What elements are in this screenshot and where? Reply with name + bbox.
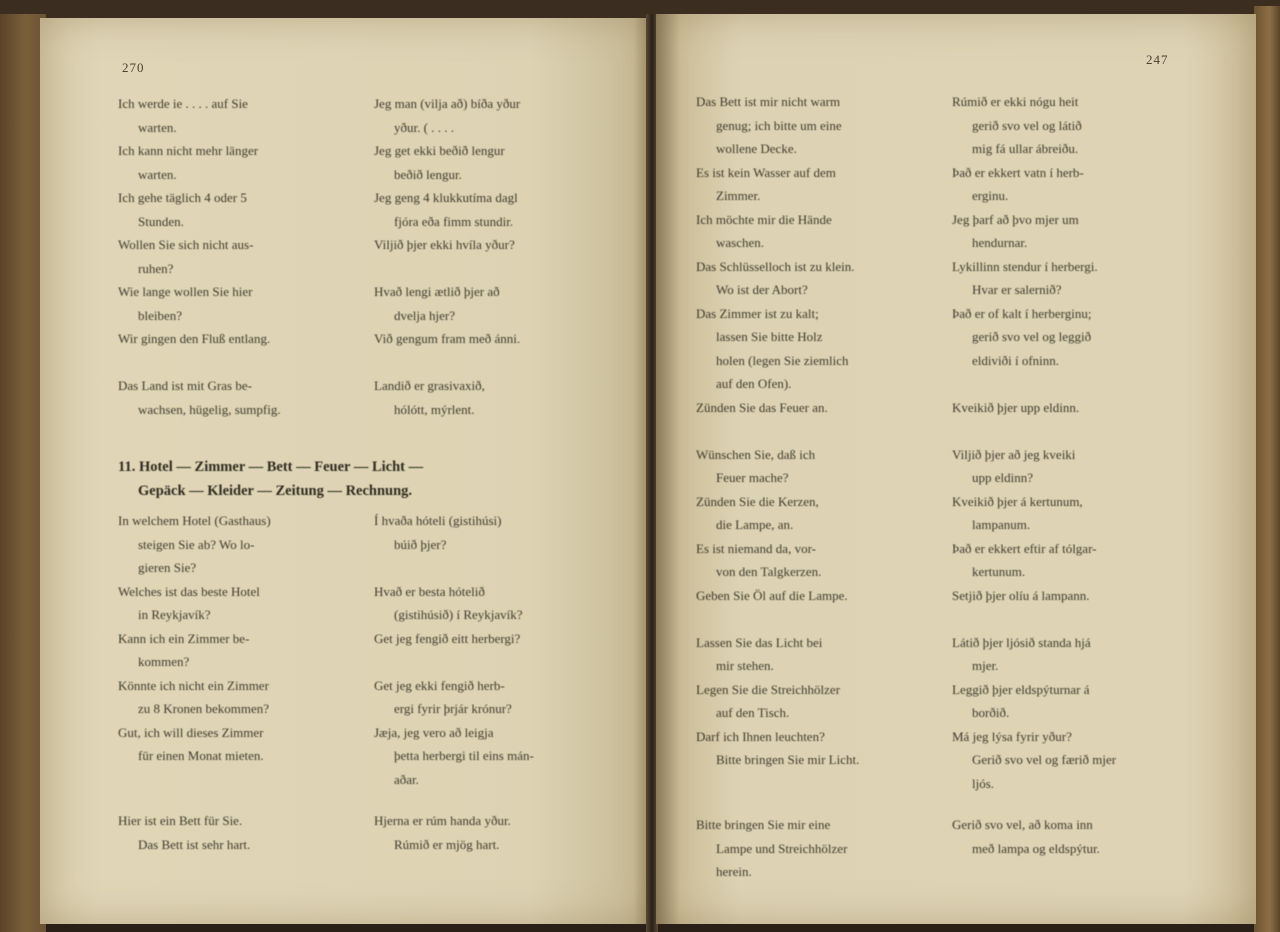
phrase-row xyxy=(118,627,618,674)
icelandic-phrase-line: Hvað er besta hótelið xyxy=(374,583,485,599)
book-cover-right-edge xyxy=(1254,6,1280,932)
phrase-row xyxy=(696,161,1196,208)
phrase-row xyxy=(696,490,1196,537)
icelandic-phrase-line: Viljið þjer að jeg kveiki xyxy=(952,446,1076,462)
german-phrase xyxy=(118,809,374,856)
icelandic-phrase xyxy=(952,90,1178,161)
phrase-row xyxy=(696,537,1196,584)
german-phrase xyxy=(118,721,374,792)
icelandic-phrase-line: Það er ekkert eftir af tólgar- xyxy=(952,540,1097,556)
icelandic-phrase-line: Jeg get ekki beðið lengur xyxy=(374,143,505,158)
german-phrase-line xyxy=(696,772,936,796)
german-phrase-line: Das Land ist mit Gras be- xyxy=(118,378,252,393)
german-phrase-line: waschen. xyxy=(716,235,765,250)
icelandic-phrase-line: Við gengum fram með ánni. xyxy=(374,331,521,346)
icelandic-phrase-line: (gistihúsið) í Reykjavík? xyxy=(394,607,523,622)
left-page xyxy=(40,18,652,924)
icelandic-phrase xyxy=(374,92,606,139)
paragraph-gap xyxy=(118,791,618,809)
icelandic-phrase-line xyxy=(374,556,606,580)
german-phrase-line: Bitte bringen Sie mir eine xyxy=(696,817,831,832)
icelandic-phrase-line: mig fá ullar ábreiðu. xyxy=(972,141,1079,156)
german-phrase-line: warten. xyxy=(138,119,177,135)
german-phrase-line: auf den Tisch. xyxy=(716,705,790,720)
icelandic-phrase xyxy=(374,374,606,421)
german-phrase-line: Das Bett ist sehr hart. xyxy=(138,836,251,852)
german-phrase-line: ruhen? xyxy=(138,260,174,276)
icelandic-phrase xyxy=(952,725,1178,796)
german-phrase-line: in Reykjavík? xyxy=(138,607,211,622)
german-phrase-line: steigen Sie ab? Wo lo- xyxy=(138,536,255,552)
icelandic-phrase-line: Hvar er salernið? xyxy=(972,282,1062,297)
german-phrase xyxy=(696,537,952,584)
german-phrase xyxy=(118,327,374,374)
icelandic-phrase xyxy=(374,280,606,327)
german-phrase-line: Wünschen Sie, daß ich xyxy=(696,446,816,462)
phrase-row xyxy=(696,255,1196,302)
german-phrase-line: Kann ich ein Zimmer be- xyxy=(118,630,250,646)
phrase-list-bottom xyxy=(118,509,618,856)
german-phrase xyxy=(118,580,374,627)
icelandic-phrase xyxy=(374,674,606,721)
german-phrase-line: Wie lange wollen Sie hier xyxy=(118,284,253,299)
icelandic-phrase xyxy=(952,208,1178,255)
phrase-row xyxy=(696,302,1196,396)
german-phrase-line: Ich kann nicht mehr länger xyxy=(118,143,259,158)
german-phrase-line: lassen Sie bitte Holz xyxy=(716,329,823,344)
german-phrase-line: gieren Sie? xyxy=(138,560,197,575)
phrase-row xyxy=(696,90,1196,161)
german-phrase-line: Geben Sie Öl auf die Lampe. xyxy=(696,587,848,603)
icelandic-phrase xyxy=(374,327,606,374)
german-phrase-line: Zünden Sie die Kerzen, xyxy=(696,493,819,509)
german-phrase xyxy=(118,92,374,139)
german-phrase-line: wollene Decke. xyxy=(716,141,797,156)
icelandic-phrase-line: beðið lengur. xyxy=(394,166,462,182)
icelandic-phrase xyxy=(374,721,606,792)
icelandic-phrase-line xyxy=(374,351,606,375)
icelandic-phrase-line: Jæja, jeg vero að leigja xyxy=(374,724,494,740)
icelandic-phrase-line: með lampa og eldspýtur. xyxy=(972,840,1100,856)
phrase-row xyxy=(696,631,1196,678)
german-phrase-line: Stunden. xyxy=(138,213,184,229)
german-phrase-line: zu 8 Kronen bekommen? xyxy=(138,701,270,716)
icelandic-phrase xyxy=(952,584,1178,631)
icelandic-phrase xyxy=(952,631,1178,678)
phrase-list-top xyxy=(118,92,618,421)
icelandic-phrase-line: Jeg man (vilja að) bíða yður xyxy=(374,96,521,111)
phrase-row xyxy=(696,678,1196,725)
icelandic-phrase-line xyxy=(952,372,1178,396)
german-phrase-line: Lampe und Streichhölzer xyxy=(716,840,848,856)
icelandic-phrase-line: Leggið þjer eldspýturnar á xyxy=(952,681,1090,697)
icelandic-phrase-line: Gerið svo vel, að koma inn xyxy=(952,817,1093,832)
german-phrase-line: Ich werde ie . . . . auf Sie xyxy=(118,96,248,111)
german-phrase-line: Gut, ich will dieses Zimmer xyxy=(118,724,264,740)
german-phrase-line: Das Zimmer ist zu kalt; xyxy=(696,305,819,321)
icelandic-phrase-line: Í hvaða hóteli (gistihúsi) xyxy=(374,513,502,528)
german-phrase-line: Zünden Sie das Feuer an. xyxy=(696,399,828,415)
german-phrase-line: Wollen Sie sich nicht aus- xyxy=(118,237,254,252)
icelandic-phrase xyxy=(374,139,606,186)
icelandic-phrase xyxy=(374,627,606,674)
german-phrase-line: die Lampe, an. xyxy=(716,517,794,532)
icelandic-phrase-line: Látið þjer ljósið standa hjá xyxy=(952,634,1091,650)
phrase-row xyxy=(118,233,618,280)
left-page-text xyxy=(118,92,618,856)
phrase-row xyxy=(118,721,618,792)
paragraph-gap xyxy=(696,795,1196,813)
phrase-row xyxy=(696,584,1196,631)
icelandic-phrase-line: Það er ekkert vatn í herb- xyxy=(952,164,1084,180)
german-phrase xyxy=(118,674,374,721)
icelandic-phrase-line: Það er of kalt í herberginu; xyxy=(952,305,1092,321)
german-phrase xyxy=(696,255,952,302)
german-phrase xyxy=(118,139,374,186)
german-phrase-line: wachsen, hügelig, sumpfig. xyxy=(138,401,281,417)
german-phrase-line: Ich möchte mir die Hände xyxy=(696,211,832,227)
icelandic-phrase-line xyxy=(952,607,1178,631)
german-phrase-line: Bitte bringen Sie mir Licht. xyxy=(716,752,860,767)
german-phrase-line: bleiben? xyxy=(138,307,183,323)
phrase-row xyxy=(118,139,618,186)
icelandic-phrase-line: Get jeg ekki fengið herb- xyxy=(374,677,505,693)
icelandic-phrase-line: gerið svo vel og látið xyxy=(972,117,1082,133)
icelandic-phrase-line: Jeg þarf að þvo mjer um xyxy=(952,211,1079,227)
german-phrase-line xyxy=(118,351,360,375)
icelandic-phrase xyxy=(374,233,606,280)
icelandic-phrase-line: ljós. xyxy=(972,775,995,791)
icelandic-phrase-line xyxy=(952,860,1178,884)
german-phrase xyxy=(696,302,952,396)
icelandic-phrase xyxy=(374,580,606,627)
icelandic-phrase-line: Rúmið er mjög hart. xyxy=(394,836,500,852)
german-phrase xyxy=(696,443,952,490)
german-phrase-line: Es ist kein Wasser auf dem xyxy=(696,164,836,180)
german-phrase-line: herein. xyxy=(716,864,752,879)
german-phrase xyxy=(696,725,952,796)
icelandic-phrase-line: Hjerna er rúm handa yður. xyxy=(374,813,511,828)
german-phrase xyxy=(696,161,952,208)
german-phrase-line: auf den Ofen). xyxy=(716,376,792,391)
german-phrase-line: Ich gehe täglich 4 oder 5 xyxy=(118,190,247,205)
german-phrase xyxy=(696,631,952,678)
german-phrase xyxy=(118,186,374,233)
phrase-row xyxy=(696,396,1196,443)
icelandic-phrase xyxy=(952,255,1178,302)
german-phrase-line: kommen? xyxy=(138,654,190,669)
icelandic-phrase-line: hendurnar. xyxy=(972,235,1028,250)
phrase-row xyxy=(118,580,618,627)
icelandic-phrase xyxy=(952,161,1178,208)
icelandic-phrase xyxy=(952,813,1178,884)
german-phrase-line xyxy=(696,607,936,631)
left-page-number: 270 xyxy=(122,60,145,75)
icelandic-phrase-line: Get jeg fengið eitt herbergi? xyxy=(374,630,521,646)
german-phrase-line: Es ist niemand da, vor- xyxy=(696,540,816,556)
section-heading-line-2: Gepäck — Kleider — Zeitung — Rechnung. xyxy=(138,483,413,499)
german-phrase-line: Das Bett ist mir nicht warm xyxy=(696,94,841,109)
icelandic-phrase-line: Má jeg lýsa fyrir yður? xyxy=(952,728,1072,744)
german-phrase xyxy=(118,509,374,580)
phrase-row xyxy=(696,443,1196,490)
phrase-row xyxy=(696,208,1196,255)
icelandic-phrase xyxy=(374,186,606,233)
phrase-row xyxy=(118,674,618,721)
icelandic-phrase xyxy=(374,509,606,580)
icelandic-phrase xyxy=(952,443,1178,490)
icelandic-phrase-line: Lykillinn stendur í herbergi. xyxy=(952,258,1098,274)
german-phrase xyxy=(118,233,374,280)
german-phrase-line: Feuer mache? xyxy=(716,470,789,485)
german-phrase-line: Lassen Sie das Licht bei xyxy=(696,634,823,650)
german-phrase-line: für einen Monat mieten. xyxy=(138,748,264,763)
icelandic-phrase-line: Kveikið þjer á kertunum, xyxy=(952,493,1083,509)
icelandic-phrase-line: lampanum. xyxy=(972,517,1031,532)
german-phrase-line: Zimmer. xyxy=(716,188,761,203)
icelandic-phrase-line: Landið er grasivaxið, xyxy=(374,378,485,393)
phrase-list-right xyxy=(696,90,1196,884)
icelandic-phrase-line: mjer. xyxy=(972,658,999,673)
icelandic-phrase-line: yður. ( . . . . xyxy=(394,119,454,135)
icelandic-phrase-line xyxy=(374,257,606,281)
german-phrase-line: Wir gingen den Fluß entlang. xyxy=(118,331,271,346)
german-phrase xyxy=(696,584,952,631)
german-phrase xyxy=(118,627,374,674)
icelandic-phrase-line: þetta herbergi til eins mán- xyxy=(394,748,534,763)
icelandic-phrase-line: aðar. xyxy=(394,771,419,787)
right-page-text xyxy=(696,90,1196,884)
icelandic-phrase xyxy=(952,537,1178,584)
german-phrase-line: In welchem Hotel (Gasthaus) xyxy=(118,513,271,528)
icelandic-phrase-line: erginu. xyxy=(972,188,1009,203)
phrase-row xyxy=(696,813,1196,884)
german-phrase-line xyxy=(118,768,360,792)
phrase-row xyxy=(118,809,618,856)
icelandic-phrase xyxy=(952,678,1178,725)
german-phrase-line: Wo ist der Abort? xyxy=(716,282,808,297)
german-phrase-line: Darf ich Ihnen leuchten? xyxy=(696,728,825,744)
icelandic-phrase-line xyxy=(952,419,1178,443)
german-phrase-line: Legen Sie die Streichhölzer xyxy=(696,681,841,697)
icelandic-phrase-line: borðið. xyxy=(972,705,1010,720)
german-phrase xyxy=(696,813,952,884)
german-phrase xyxy=(696,490,952,537)
icelandic-phrase-line: hólótt, mýrlent. xyxy=(394,401,475,417)
german-phrase-line: holen (legen Sie ziemlich xyxy=(716,352,849,368)
icelandic-phrase-line: Kveikið þjer upp eldinn. xyxy=(952,399,1080,415)
icelandic-phrase-line: gerið svo vel og leggið xyxy=(972,329,1092,344)
icelandic-phrase-line: Rúmið er ekki nógu heit xyxy=(952,94,1079,109)
german-phrase xyxy=(696,678,952,725)
german-phrase-line: mir stehen. xyxy=(716,658,774,673)
german-phrase-line: genug; ich bitte um eine xyxy=(716,117,842,133)
phrase-row xyxy=(118,92,618,139)
phrase-row xyxy=(118,327,618,374)
icelandic-phrase-line: ergi fyrir þrjár krónur? xyxy=(394,701,512,716)
icelandic-phrase-line: Gerið svo vel og færið mjer xyxy=(972,752,1117,767)
german-phrase-line: Hier ist ein Bett für Sie. xyxy=(118,813,243,828)
icelandic-phrase xyxy=(952,490,1178,537)
german-phrase-line: warten. xyxy=(138,166,177,182)
german-phrase xyxy=(696,396,952,443)
icelandic-phrase xyxy=(374,809,606,856)
german-phrase-line: Könnte ich nicht ein Zimmer xyxy=(118,677,269,693)
icelandic-phrase xyxy=(952,302,1178,396)
phrase-row xyxy=(118,509,618,580)
icelandic-phrase-line: kertunum. xyxy=(972,564,1026,579)
right-page-number: 247 xyxy=(1146,52,1169,67)
german-phrase-line: Welches ist das beste Hotel xyxy=(118,583,260,599)
icelandic-phrase-line: Hvað lengi ætlið þjer að xyxy=(374,284,500,299)
icelandic-phrase-line: upp eldinn? xyxy=(972,470,1034,485)
german-phrase-line xyxy=(696,419,936,443)
icelandic-phrase-line: fjóra eða fimm stundir. xyxy=(394,213,514,229)
icelandic-phrase-line xyxy=(374,650,606,674)
icelandic-phrase xyxy=(952,396,1178,443)
icelandic-phrase-line: Jeg geng 4 klukkutíma dagl xyxy=(374,190,518,205)
german-phrase xyxy=(696,208,952,255)
right-page xyxy=(656,14,1256,924)
section-heading-line-1: 11. Hotel — Zimmer — Bett — Feuer — Licht — xyxy=(118,459,424,475)
german-phrase xyxy=(696,90,952,161)
icelandic-phrase-line: dvelja hjer? xyxy=(394,307,455,323)
icelandic-phrase-line: búið þjer? xyxy=(394,536,447,552)
german-phrase-line: Das Schlüsselloch ist zu klein. xyxy=(696,258,855,274)
section-heading xyxy=(118,455,618,503)
icelandic-phrase-line: Viljið þjer ekki hvíla yður? xyxy=(374,237,515,252)
icelandic-phrase-line: eldiviði í ofninn. xyxy=(972,352,1060,368)
german-phrase xyxy=(118,374,374,421)
icelandic-phrase-line: Setjið þjer olíu á lampann. xyxy=(952,587,1090,603)
phrase-row xyxy=(118,280,618,327)
german-phrase-line: von den Talgkerzen. xyxy=(716,564,822,579)
phrase-row xyxy=(696,725,1196,796)
phrase-row xyxy=(118,186,618,233)
german-phrase xyxy=(118,280,374,327)
phrase-row xyxy=(118,374,618,421)
